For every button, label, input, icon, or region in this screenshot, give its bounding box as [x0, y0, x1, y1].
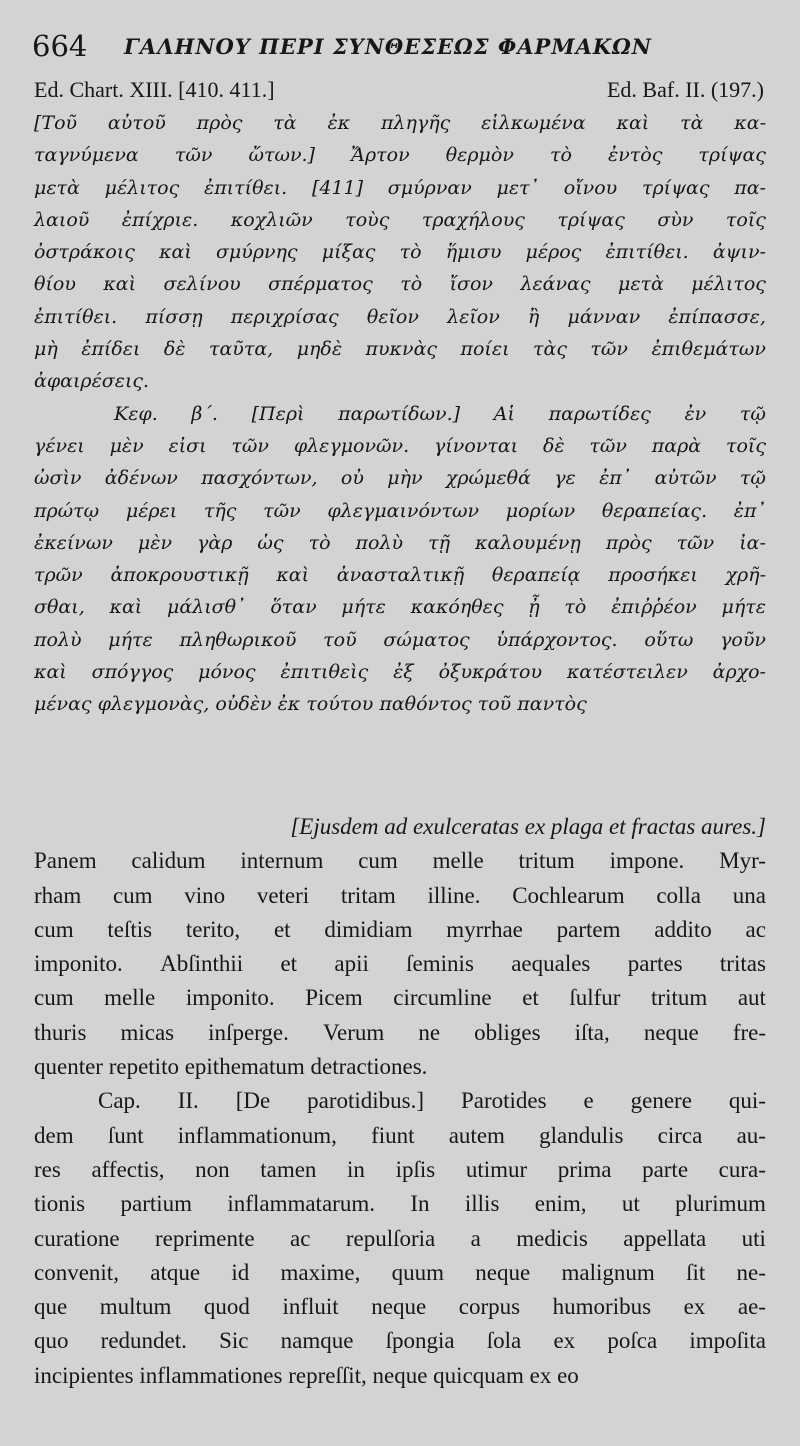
- latin-text-line: Panem calidum internum cum melle tritum impone. Myr-: [34, 848, 766, 874]
- latin-text-line: incipientes inflammationes repreſſit, neque quicquam ex eo: [34, 1362, 579, 1388]
- edition-reference-chartier: Ed. Chart. XIII. [410. 411.]: [34, 77, 275, 102]
- greek-text-line: πολὺ μήτε πληθωρικοῦ τοῦ σώματος ὑπάρχοντος. οὕτω γοῦν: [34, 628, 766, 651]
- latin-text-line: rham cum vino veteri tritam illine. Cochlearum colla una: [34, 882, 766, 908]
- edition-reference-basel: Ed. Baf. II. (197.): [606, 77, 764, 102]
- latin-text-line: tionis partium inflammatarum. In illis enim, ut plurimum: [34, 1191, 766, 1217]
- latin-text-line: curatione reprimente ac repulſoria a medicis appellata uti: [34, 1225, 766, 1251]
- latin-text-line: res affectis, non tamen in ipſis utimur prima parte cura-: [34, 1156, 766, 1182]
- greek-text-line: μὴ ἐπίδει δὲ ταῦτα, μηδὲ πυκνὰς ποίει τὰς τῶν ἐπιθεμάτων: [34, 338, 766, 361]
- greek-text-line: λαιοῦ ἐπίχριε. κοχλιῶν τοὺς τραχήλους τρίψας σὺν τοῖς: [34, 208, 766, 231]
- latin-text-line: [Ejusdem ad exulceratas ex plaga et fractas aures.]: [290, 814, 766, 839]
- greek-text-line: Κεφ. β΄. [Περὶ παρωτίδων.] Αἱ παρωτίδες ἐν τῷ: [114, 402, 766, 425]
- latin-text-line: quenter repetito epithematum detractiones.: [34, 1054, 428, 1080]
- greek-text-line: γένει μὲν εἰσι τῶν φλεγμονῶν. γίνονται δὲ τῶν παρὰ τοῖς: [34, 434, 766, 457]
- greek-text-line: θίου καὶ σελίνου σπέρματος τὸ ἴσον λεάνας μετὰ μέλιτος: [34, 273, 766, 296]
- greek-text-line: μένας φλεγμονὰς, οὐδὲν ἐκ τούτου παθόντος τοῦ παντὸς: [34, 693, 587, 716]
- latin-text-line: quo redundet. Sic namque ſpongia ſola ex poſca impoſita: [34, 1328, 766, 1354]
- greek-text-block: [34, 107, 766, 721]
- latin-text-line: dem ſunt inflammationum, fiunt autem glandulis circa au-: [34, 1122, 766, 1148]
- latin-text-line: convenit, atque id maxime, quum neque malignum ſit ne-: [34, 1259, 766, 1285]
- greek-text-line: [Τοῦ αὐτοῦ πρὸς τὰ ἐκ πληγῆς εἱλκωμένα καὶ τὰ κα-: [34, 112, 766, 134]
- greek-text-line: πρώτῳ μέρει τῆς τῶν φλεγμαινόντων μορίων θεραπείας. ἐπ᾽: [34, 499, 766, 522]
- greek-text-line: ἐκείνων μὲν γὰρ ὡς τὸ πολὺ τῇ καλουμένῃ πρὸς τῶν ἰα-: [34, 531, 766, 554]
- latin-text-line: cum melle imponito. Picem circumline et ſulfur tritum aut: [34, 985, 766, 1011]
- greek-text-line: μετὰ μέλιτος ἐπιτίθει. [411] σμύρναν μετ᾽ οἴνου τρίψας πα-: [34, 176, 766, 199]
- greek-text-line: ταγνύμενα τῶν ὤτων.] Ἄρτον θερμὸν τὸ ἐντὸς τρίψας: [34, 144, 766, 167]
- page-number: 664: [32, 29, 88, 63]
- latin-text-block: [34, 810, 766, 1393]
- greek-text-line: τρῶν ἀποκρουστικῇ καὶ ἀνασταλτικῇ θεραπείᾳ προσήκει χρῆ-: [34, 564, 766, 587]
- running-title: ΓΑΛΗΝΟΥ ΠΕΡΙ ΣΥΝΘΕΣΕΩΣ ΦΑΡΜΑΚΩΝ: [124, 34, 652, 59]
- greek-text-line: ὀστράκοις καὶ σμύρνης μίξας τὸ ἥμισυ μέρος ἐπιτίθει. ἀψιν-: [34, 241, 766, 264]
- greek-text-line: ἐπιτίθει. πίσσῃ περιχρίσας θεῖον λεῖον ἢ μάνναν ἐπίπασσε,: [34, 305, 766, 328]
- page-header: [32, 28, 772, 68]
- latin-text-line: Cap. II. [De parotidibus.] Parotides e genere qui-: [98, 1088, 766, 1114]
- latin-text-line: cum teſtis terito, et dimidiam myrrhae partem addito ac: [34, 916, 766, 942]
- greek-text-line: σθαι, καὶ μάλισθ᾽ ὅταν μήτε κακόηθες ᾖ τὸ ἐπιῤῥέον μήτε: [34, 596, 766, 619]
- latin-text-line: thuris micas inſperge. Verum ne obliges iſta, neque fre-: [34, 1019, 766, 1045]
- latin-text-line: imponito. Abſinthii et apii ſeminis aequales partes tritas: [34, 951, 766, 977]
- greek-text-line: ὠσὶν ἀδένων πασχόντων, οὐ μὴν χρώμεθά γε ἐπ᾽ αὐτῶν τῷ: [34, 467, 766, 490]
- greek-text-line: καὶ σπόγγος μόνος ἐπιτιθεὶς ἐξ ὀξυκράτου κατέστειλεν ἀρχο-: [34, 661, 766, 684]
- latin-text-line: que multum quod influit neque corpus humoribus ex ae-: [34, 1294, 766, 1320]
- greek-text-line: ἀφαιρέσεις.: [34, 370, 150, 393]
